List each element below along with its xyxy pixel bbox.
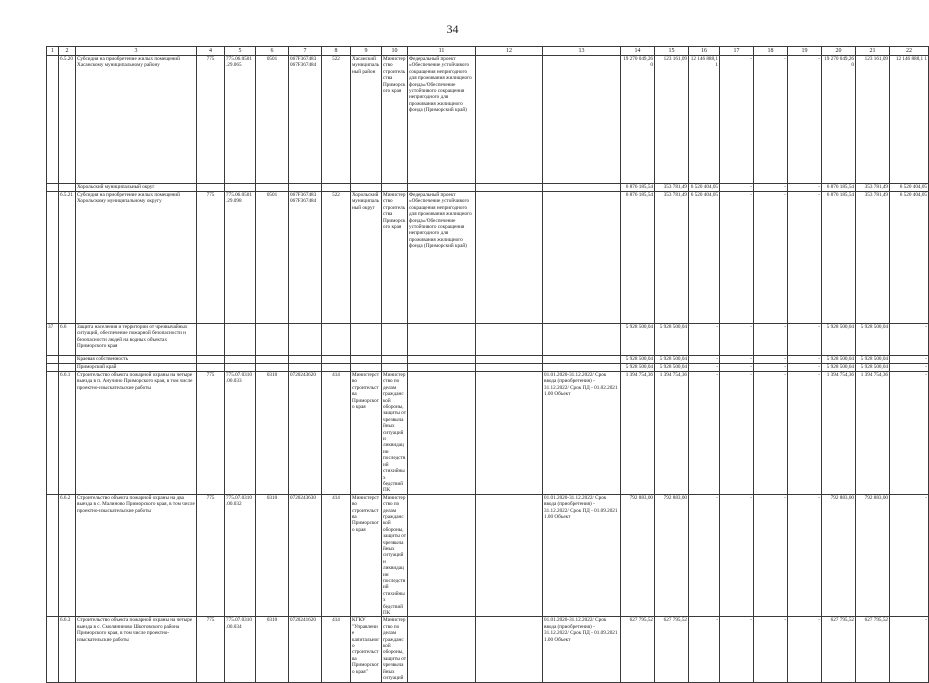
table-cell	[351, 356, 382, 364]
column-header: 9	[351, 47, 382, 56]
table-cell: 627 795,52	[856, 617, 890, 682]
column-header: 14	[621, 47, 655, 56]
table-cell: -	[689, 324, 720, 356]
table-cell	[197, 324, 225, 356]
table-cell: Хорольский муниципальный округ	[351, 192, 382, 324]
table-cell: Субсидия на приобретение жилых помещений Хасанскому муниципальному району	[76, 56, 197, 184]
table-cell: 0310	[256, 494, 289, 617]
table-cell: Хасанский муниципальный район	[351, 56, 382, 184]
table-cell: 5 928 500,04	[655, 356, 689, 364]
table-cell	[322, 324, 351, 356]
table-cell: 627 795,52	[822, 617, 856, 682]
table-cell: 0720241620	[289, 617, 322, 682]
table-cell: Строительство объекта пожарной охраны на два выезда в с. Малиново Приморского края, в том числе проектно-изыскательские работы	[76, 494, 197, 617]
table-cell	[476, 372, 543, 495]
table-cell: 5 928 500,04	[621, 356, 655, 364]
table-cell: 627 795,52	[655, 617, 689, 682]
table-cell: 123 161,09	[655, 56, 689, 184]
table-cell: 6 876 185,54	[621, 184, 655, 192]
table-cell	[225, 324, 256, 356]
table-cell: 627 795,52	[621, 617, 655, 682]
table-cell	[408, 617, 476, 682]
column-header: 3	[76, 47, 197, 56]
table-row	[47, 617, 929, 682]
table-cell	[351, 364, 382, 372]
table-cell	[543, 56, 621, 184]
table-cell: Министерство строительства Приморского края	[382, 56, 408, 184]
table-cell: 5 928 500,04	[822, 364, 856, 372]
table-cell	[382, 324, 408, 356]
table-cell: 6.6.2	[59, 494, 76, 617]
table-cell: 12 146 888,1 1	[890, 56, 929, 184]
table-cell	[476, 192, 543, 324]
table-cell: -	[890, 324, 929, 356]
column-header: 20	[822, 47, 856, 56]
table-cell: -	[720, 192, 754, 324]
column-header: 22	[890, 47, 929, 56]
table-cell: 792 883,00	[655, 494, 689, 617]
table-cell: 5 928 500,04	[655, 324, 689, 356]
column-header: 10	[382, 47, 408, 56]
table-cell: 0501	[256, 192, 289, 324]
table-cell: 0720243630	[289, 494, 322, 617]
table-cell: 775.07.0310 .00.032	[225, 494, 256, 617]
column-header: 8	[322, 47, 351, 56]
table-cell: 353 781,49	[856, 184, 890, 192]
table-cell	[59, 184, 76, 192]
table-cell	[225, 356, 256, 364]
table-cell	[197, 184, 225, 192]
table-cell: 6.6.1	[59, 372, 76, 495]
table-cell: 792 883,00	[621, 494, 655, 617]
table-cell: 775	[197, 192, 225, 324]
table-cell: 353 781,49	[655, 192, 689, 324]
table-cell	[476, 364, 543, 372]
table-cell	[476, 56, 543, 184]
table-cell: 6 520 404,05	[890, 184, 929, 192]
table-cell: Министерство по делам гражданской обороны, защиты от чрезвычайных ситуаций и ликвидации последствий стихийных бедствий ПК	[383, 372, 406, 494]
table-cell: 353 781,49	[856, 192, 890, 324]
table-cell: -	[689, 372, 720, 495]
table-cell: 067F367483 067F367484	[289, 192, 322, 324]
table-cell: 414	[322, 372, 351, 495]
table-cell: -	[754, 324, 788, 356]
table-cell	[322, 364, 351, 372]
table-cell: -	[754, 364, 788, 372]
table-cell: -	[890, 617, 929, 682]
table-cell: -	[788, 192, 822, 324]
table-cell: 1 394 754,36	[856, 372, 890, 495]
table-cell	[59, 356, 76, 364]
table-cell: 5 928 500,04	[856, 364, 890, 372]
table-cell: 6.5.21	[59, 192, 76, 324]
table-cell: 5 928 500,04	[822, 356, 856, 364]
table-cell	[408, 494, 476, 617]
table-cell: -	[754, 494, 788, 617]
table-cell: 775.06.0501 .29.098	[225, 192, 256, 324]
column-header: 16	[689, 47, 720, 56]
table-cell: 19 270 049,26 0	[621, 56, 655, 184]
table-cell: 353 781,49	[655, 184, 689, 192]
table-cell: 0720243620	[289, 372, 322, 495]
column-header: 19	[788, 47, 822, 56]
table-cell	[47, 364, 59, 372]
table-cell: 792 883,00	[822, 494, 856, 617]
table-cell	[476, 184, 543, 192]
table-cell: 6 520 404,05	[689, 192, 720, 324]
table-cell: Строительство объекта пожарной охраны на четыре выезда в п. Анучино Приморского края, в том числе проектно-изыскательские работы	[76, 372, 197, 495]
table-cell	[47, 494, 59, 617]
table-cell: 0310	[256, 617, 289, 682]
table-cell: 775.06.0501 .29.065	[225, 56, 256, 184]
table-cell	[543, 356, 621, 364]
table-row	[47, 494, 929, 617]
table-cell: 6.6	[59, 324, 76, 356]
table-cell: 12 146 888,1 1	[689, 56, 720, 184]
column-header: 21	[856, 47, 890, 56]
table-cell	[408, 372, 476, 495]
table-cell: -	[788, 184, 822, 192]
table-cell: 5 928 500,04	[856, 324, 890, 356]
table-cell: -	[788, 324, 822, 356]
table-cell: -	[788, 617, 822, 682]
table-cell	[408, 184, 476, 192]
table-cell: 0310	[256, 372, 289, 495]
table-cell	[322, 356, 351, 364]
table-cell: 6 520 404,05	[689, 184, 720, 192]
column-header: 13	[543, 47, 621, 56]
table-cell: -	[890, 364, 929, 372]
table-cell: -	[720, 494, 754, 617]
table-cell: 01.01.2020-31.12.2022/ Срок ввода (приобретения) - 31.12.2022/ Срок ПД - 01.02.2021 1.00 Объект	[543, 372, 621, 495]
column-header: 6	[256, 47, 289, 56]
table-cell	[197, 364, 225, 372]
table-cell	[47, 617, 59, 682]
table-cell	[47, 372, 59, 495]
table-cell: 1 394 754,36	[655, 372, 689, 495]
table-cell: Федеральный проект «Обеспечение устойчивого сокращения непригодного для проживания жилищного фонда»/Обеспечение устойчивого сокращения непригодного для проживания жилищного фонда (Приморский край)	[408, 56, 476, 184]
table-cell: 6 876 185,54	[822, 192, 856, 324]
column-header: 5	[225, 47, 256, 56]
table-cell: -	[788, 364, 822, 372]
table-cell	[543, 324, 621, 356]
table-cell: 6 520 404,05	[890, 192, 929, 324]
table-cell: 792 883,00	[856, 494, 890, 617]
table-cell: -	[788, 494, 822, 617]
table-cell	[47, 192, 59, 324]
table-cell: 414	[322, 617, 351, 682]
table-cell: 414	[322, 494, 351, 617]
table-cell: 5 928 500,04	[621, 364, 655, 372]
table-cell	[408, 356, 476, 364]
table-cell	[543, 192, 621, 324]
table-cell: Краевая собственность	[76, 356, 197, 364]
table-cell: 775	[197, 372, 225, 495]
table-cell	[382, 356, 408, 364]
table-cell	[476, 356, 543, 364]
table-body	[47, 56, 929, 683]
table-cell: Субсидия на приобретение жилых помещений Хорольскому муниципальному округу	[76, 192, 197, 324]
table-cell: Министерство строительства Приморского края	[351, 494, 382, 617]
table-cell	[382, 184, 408, 192]
table-cell: -	[754, 192, 788, 324]
table-cell: -	[890, 356, 929, 364]
table-cell: -	[720, 372, 754, 495]
table-cell	[289, 184, 322, 192]
table-cell: -	[689, 356, 720, 364]
table-cell: 01.01.2020-31.12.2022/ Срок ввода (приобретения) - 31.12.2022/ Срок ПД - 01.09.2021 1.00 Объект	[543, 494, 621, 617]
table-cell	[225, 184, 256, 192]
table-row	[47, 372, 929, 495]
table-cell: Хорольский муниципальный округ	[76, 184, 197, 192]
table-cell: 6 876 185,54	[621, 192, 655, 324]
table-cell: 067F367483 067F367484	[289, 56, 322, 184]
table-cell	[351, 184, 382, 192]
table-cell: 6 876 185,54	[822, 184, 856, 192]
table-cell	[289, 364, 322, 372]
table-cell	[476, 324, 543, 356]
table-cell: Министерство по делам гражданской обороны, защиты от чрезвычайных ситуаций	[383, 617, 406, 682]
column-header: 11	[408, 47, 476, 56]
table-cell: 1 394 754,36	[621, 372, 655, 495]
table-cell: 775.07.0310 .00.034	[225, 617, 256, 682]
table-cell	[289, 356, 322, 364]
table-cell: -	[720, 56, 754, 184]
table-cell: Министерство по делам гражданской обороны, защиты от чрезвычайных ситуаций и ликвидации последствий стихийных бедствий ПК	[383, 494, 406, 617]
table-cell: 6.6.3	[59, 617, 76, 682]
table-cell: КГКУ "Управление капитального строительства Приморского края"	[351, 617, 382, 682]
table-cell: 19 270 049,26 0	[822, 56, 856, 184]
table-cell: -	[788, 56, 822, 184]
table-cell: -	[754, 372, 788, 495]
table-cell: -	[720, 184, 754, 192]
table-cell: -	[689, 494, 720, 617]
column-number-row	[47, 47, 929, 56]
table-cell: -	[754, 184, 788, 192]
table-cell: 6.5.20	[59, 56, 76, 184]
column-header: 2	[59, 47, 76, 56]
table-cell: 5 928 500,04	[856, 356, 890, 364]
table-cell: -	[720, 324, 754, 356]
table-cell: -	[754, 56, 788, 184]
table-cell: Защита населения и территории от чрезвычайных ситуаций, обеспечение пожарной безопасности и безопасности людей на водных объектах Приморского края	[76, 324, 197, 356]
table-cell: -	[720, 617, 754, 682]
table-cell: 0501	[256, 56, 289, 184]
table-cell: -	[788, 372, 822, 495]
column-header: 15	[655, 47, 689, 56]
table-cell: -	[788, 356, 822, 364]
table-cell: Министерство строительства Приморского края	[351, 372, 382, 495]
column-header: 1	[47, 47, 59, 56]
table-cell	[289, 324, 322, 356]
table-cell: 1 394 754,36	[822, 372, 856, 495]
budget-table	[46, 46, 929, 683]
table-cell	[476, 617, 543, 682]
table-cell: -	[890, 494, 929, 617]
table-cell	[197, 356, 225, 364]
table-row	[47, 356, 929, 364]
table-row	[47, 192, 929, 324]
table-row	[47, 56, 929, 184]
table-cell	[256, 356, 289, 364]
column-header: 17	[720, 47, 754, 56]
table-cell	[543, 364, 621, 372]
column-header: 12	[476, 47, 543, 56]
table-cell: 775	[197, 56, 225, 184]
table-cell: -	[689, 364, 720, 372]
table-cell	[408, 324, 476, 356]
table-cell: 5 928 500,04	[621, 324, 655, 356]
table-cell: -	[754, 617, 788, 682]
table-cell	[322, 184, 351, 192]
table-cell	[256, 364, 289, 372]
table-cell	[59, 364, 76, 372]
table-cell	[382, 364, 408, 372]
table-cell	[351, 324, 382, 356]
table-cell: -	[754, 356, 788, 364]
table-cell: 5 928 500,04	[655, 364, 689, 372]
table-cell: -	[689, 617, 720, 682]
table-cell: Федеральный проект «Обеспечение устойчивого сокращения непригодного для проживания жилищного фонда»/Обеспечение устойчивого сокращения непригодного для проживания жилищного фонда (Приморский край)	[408, 192, 476, 324]
table-cell	[543, 184, 621, 192]
table-cell: 5 928 500,04	[822, 324, 856, 356]
table-cell: 522	[322, 192, 351, 324]
table-cell	[256, 324, 289, 356]
column-header: 18	[754, 47, 788, 56]
table-cell	[408, 364, 476, 372]
column-header: 4	[197, 47, 225, 56]
table-cell	[47, 56, 59, 184]
table-row	[47, 364, 929, 372]
table-cell: 01.01.2020-31.12.2022/ Срок ввода (приобретения) - 31.12.2022/ Срок ПД - 01.09.2021 1.00 Объект	[543, 617, 621, 682]
table-cell: 775	[197, 617, 225, 682]
table-row	[47, 324, 929, 356]
table-cell: -	[720, 356, 754, 364]
page-number: 34	[446, 22, 459, 36]
table-row	[47, 184, 929, 192]
table-cell: -	[890, 372, 929, 495]
table-cell	[256, 184, 289, 192]
table-cell: 775	[197, 494, 225, 617]
column-header: 7	[289, 47, 322, 56]
table-cell	[225, 364, 256, 372]
table-cell: 775.07.0310 .00.033	[225, 372, 256, 495]
table-cell: Министерство строительства Приморского края	[382, 192, 408, 324]
table-cell	[47, 356, 59, 364]
table-cell: Строительство объекта пожарной охраны на четыре выезда в с. Смоляниново Шкотовского района Приморского края, в том числе проектно-изыскательские работы	[76, 617, 197, 682]
table-cell: Приморский край	[76, 364, 197, 372]
table-cell: 123 161,09	[856, 56, 890, 184]
table-cell	[476, 494, 543, 617]
table-cell	[47, 184, 59, 192]
table-cell: 522	[322, 56, 351, 184]
table-cell: 37	[47, 324, 59, 356]
table-cell: -	[720, 364, 754, 372]
